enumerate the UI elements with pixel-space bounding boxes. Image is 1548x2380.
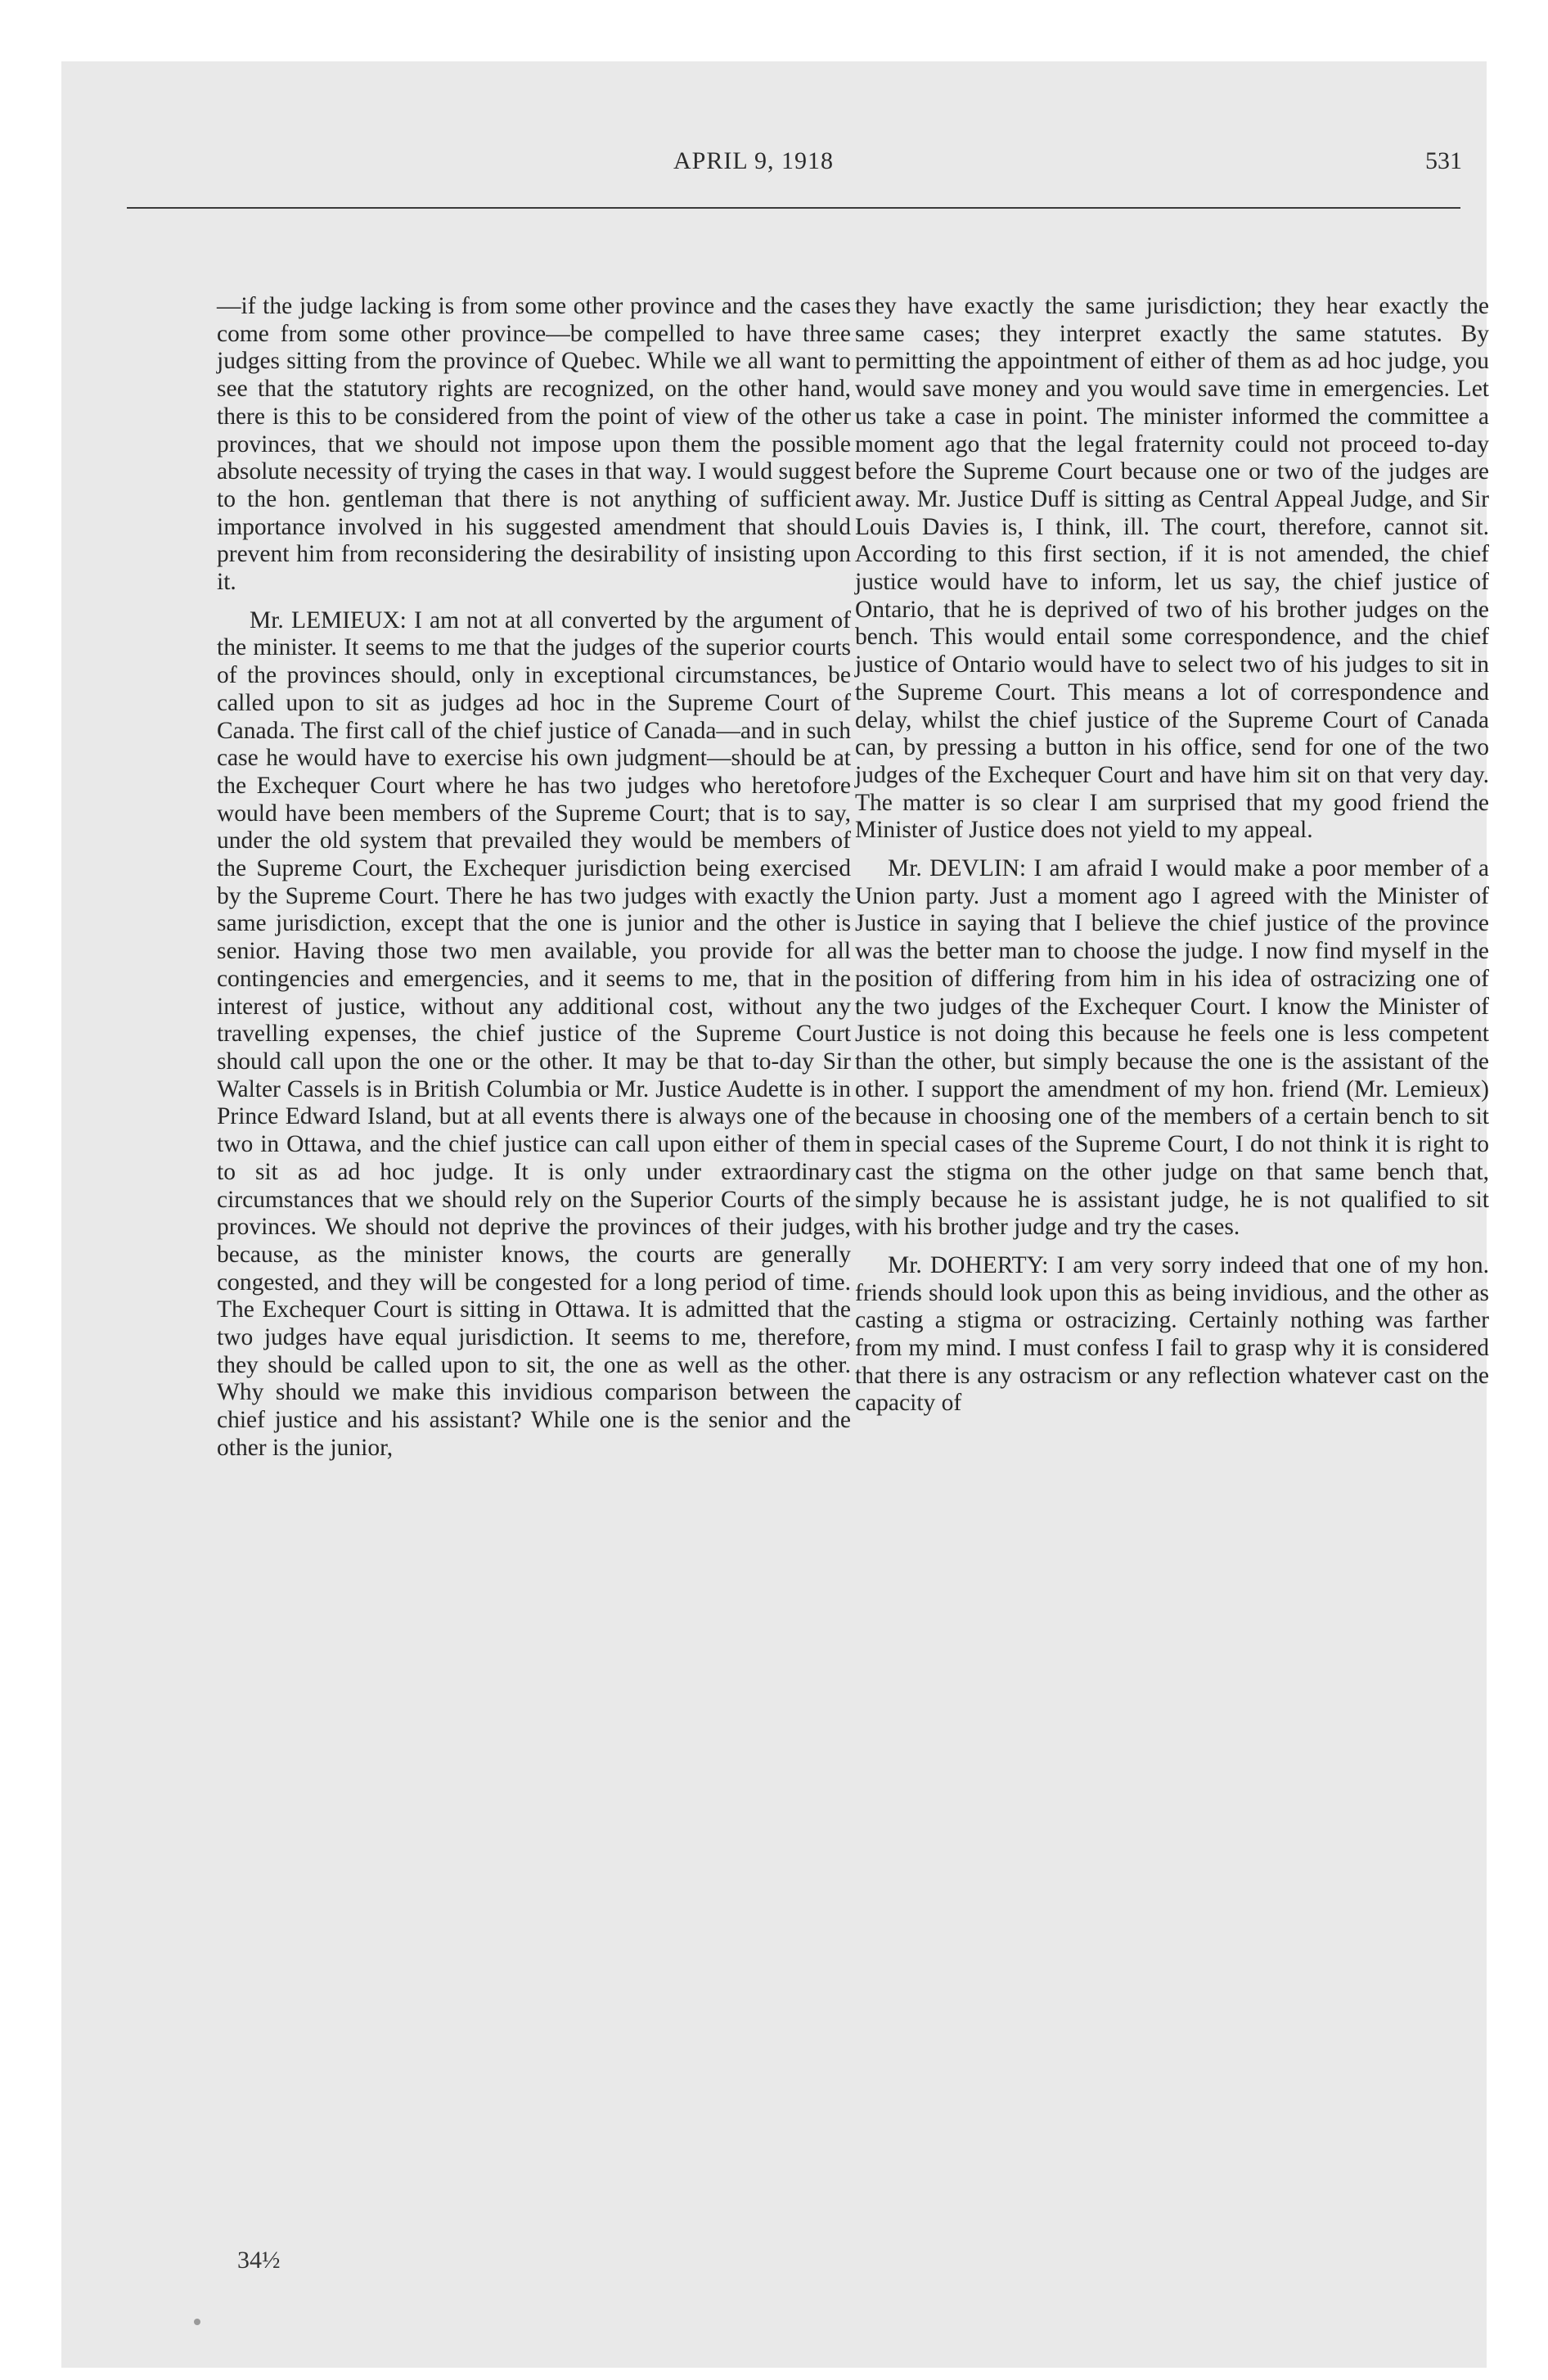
- page-header: [61, 147, 1487, 196]
- left-column: [217, 293, 851, 1473]
- header-rule: [127, 207, 1460, 209]
- paragraph-devlin: Mr. DEVLIN: I am afraid I would make a poor member of a Union party. Just a moment ago I agreed with the Minister of Justice in saying that I believe the chief justice of the province was the better man to choose the judge. I now find myself in the position of differing from him in his idea of ostracizing one of the two judges of the Exchequer Court. I know the Minister of Justice is not doing this because he feels one is less competent than the other, but simply because the one is the assistant of the other. I support the amendment of my hon. friend (Mr. Lemieux) because in choosing one of the members of a certain bench to sit in special cases of the Supreme Court, I do not think it is right to cast the stigma on the other judge on that same bench that, simply because he is assistant judge, he is not qualified to sit with his brother judge and try the cases.: [855, 855, 1489, 1241]
- page-number: 531: [1425, 147, 1462, 174]
- paragraph: —if the judge lacking is from some other province and the cases come from some other province—be compelled to have three judges sitting from the province of Quebec. While we all want to see that the statutory rights are recognized, on the other hand, there is this to be considered from the point of view of the other provinces, that we should not impose upon them the possible absolute necessity of trying the cases in that way. I would suggest to the hon. gentleman that there is not anything of sufficient importance involved in his suggested amendment that should prevent him from reconsidering the desirability of insisting upon it.: [217, 293, 851, 596]
- paragraph: they have exactly the same jurisdiction; they hear exactly the same cases; they interpret exactly the same statutes. By permitting the appointment of either of them as ad hoc judge, you would save money and you would save time in emergencies. Let us take a case in point. The minister informed the committee a moment ago that the legal fraternity could not proceed to-day before the Supreme Court because one or two of the judges are away. Mr. Justice Duff is sitting as Central Appeal Judge, and Sir Louis Davies is, I think, ill. The court, therefore, cannot sit. According to this first section, if it is not amended, the chief justice would have to inform, let us say, the chief justice of Ontario, that he is deprived of two of his brother judges on the bench. This would entail some correspondence, and the chief justice of Ontario would have to select two of his judges to sit in the Supreme Court. This means a lot of correspondence and delay, whilst the chief justice of the Supreme Court of Canada can, by pressing a button in his office, send for one of the two judges of the Exchequer Court and have him sit on that very day. The matter is so clear I am surprised that my good friend the Minister of Justice does not yield to my appeal.: [855, 293, 1489, 844]
- paragraph-lemieux: Mr. LEMIEUX: I am not at all converted by the argument of the minister. It seems to me that the judges of the superior courts of the provinces should, only in exceptional circumstances, be called upon to sit as judges ad hoc in the Supreme Court of Canada. The first call of the chief justice of Canada—and in such case he would have to exercise his own judgment—should be at the Exchequer Court where he has two judges who heretofore would have been members of the Supreme Court; that is to say, under the old system that prevailed they would be members of the Supreme Court, the Exchequer jurisdiction being exercised by the Supreme Court. There he has two judges with exactly the same jurisdiction, except that the one is junior and the other is senior. Having those two men available, you provide for all contingencies and emergencies, and it seems to me, that in the interest of justice, without any additional cost, without any travelling expenses, the chief justice of the Supreme Court should call upon the one or the other. It may be that to-day Sir Walter Cassels is in British Columbia or Mr. Justice Audette is in Prince Edward Island, but at all events there is always one of the two in Ottawa, and the chief justice can call upon either of them to sit as ad hoc judge. It is only under extraordinary circumstances that we should rely on the Superior Courts of the provinces. We should not deprive the provinces of their judges, because, as the minister knows, the courts are generally congested, and they will be congested for a long period of time. The Exchequer Court is sitting in Ottawa. It is admitted that the two judges have equal jurisdiction. It seems to me, therefore, they should be called upon to sit, the one as well as the other. Why should we make this invidious comparison between the chief justice and his assistant? While one is the senior and the other is the junior,: [217, 606, 851, 1461]
- scan-speck: [194, 2319, 200, 2325]
- signature-mark: 34½: [237, 2247, 281, 2274]
- right-column: [855, 293, 1489, 1428]
- page-date-title: APRIL 9, 1918: [673, 147, 835, 174]
- scanned-page: [61, 61, 1487, 2368]
- paragraph-doherty: Mr. DOHERTY: I am very sorry indeed that one of my hon. friends should look upon this as being invidious, and the other as casting a stigma or ostracizing. Certainly nothing was farther from my mind. I must confess I fail to grasp why it is considered that there is any ostracism or any reflection whatever cast on the capacity of: [855, 1251, 1489, 1417]
